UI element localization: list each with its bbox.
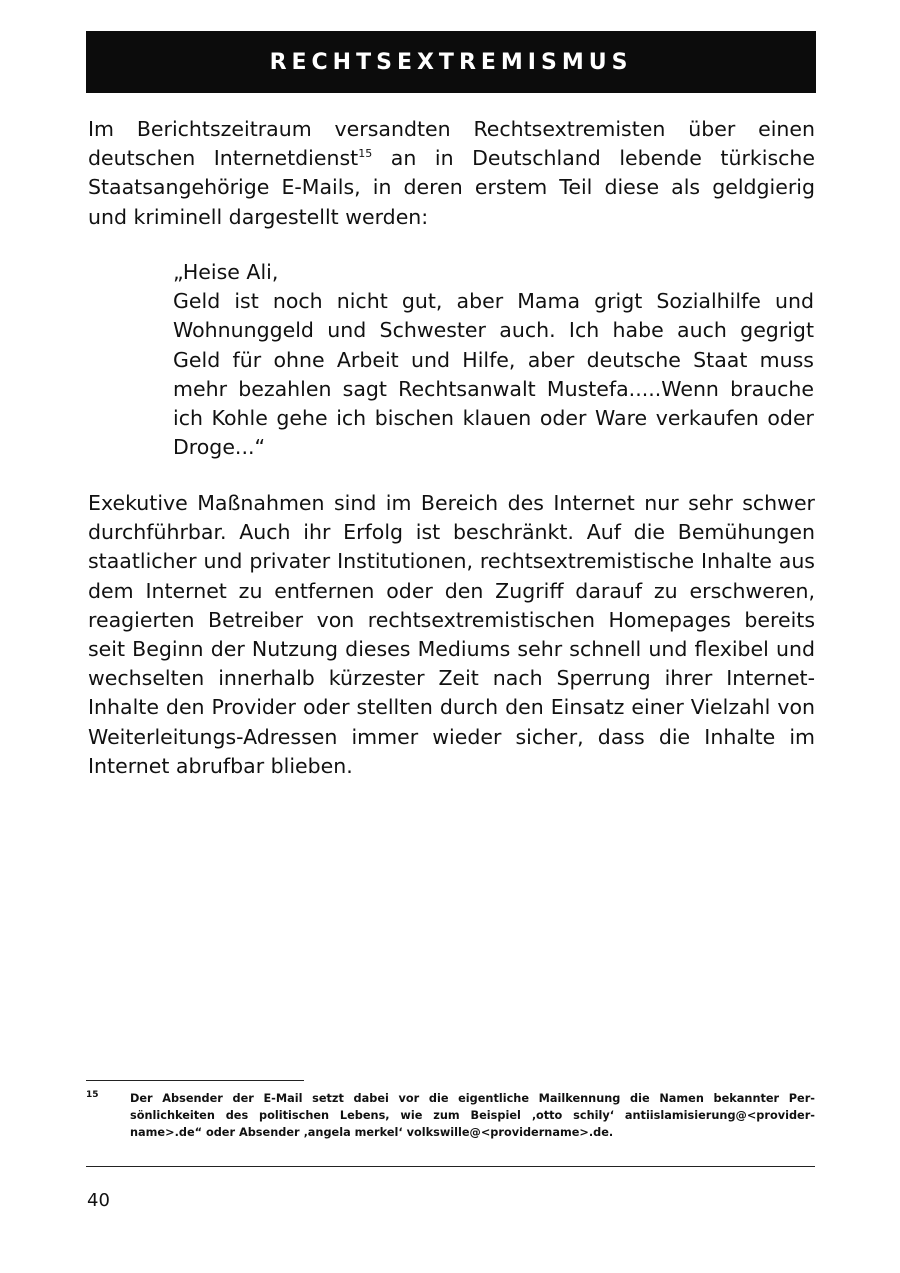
footer-rule bbox=[86, 1166, 815, 1167]
paragraph-1-text-start: Im Berichtszeitraum versandten Rechtsextremisten über einen deutschen Internetdienst bbox=[88, 117, 815, 171]
section-title: RECHTSEXTREMISMUS bbox=[269, 49, 633, 75]
quote-body: Geld ist noch nicht gut, aber Mama grigt Sozialhilfe und Wohnunggeld und Schwester auch. Ich habe auch gegrigt Geld für ohne Arbeit und Hilfe, aber deutsche Staat muss mehr bezahlen sagt Rechtsanwalt Mustefa.....Wenn brauche ich Kohle gehe ich bischen klauen oder Ware verkaufen oder Droge...“ bbox=[173, 289, 814, 460]
footnote-separator bbox=[86, 1080, 304, 1081]
body-paragraph-1 bbox=[88, 115, 815, 232]
footnote-text: Der Absender der E-Mail setzt dabei vor die eigentliche Mailkennung die Namen bekannter Persönlichkeiten des politischen Lebens, wie zum Beispiel ‚otto schily‘ antiislamisierung@<providername>.de“ oder Absender ‚angela merkel‘ volkswille@<providername>.de. bbox=[130, 1092, 815, 1139]
email-quote bbox=[173, 258, 814, 462]
section-header-bar bbox=[86, 31, 816, 93]
page-number: 40 bbox=[87, 1190, 110, 1211]
footnote-reference[interactable]: 15 bbox=[358, 147, 373, 161]
body-paragraph-2: Exekutive Maßnahmen sind im Bereich des Internet nur sehr schwer durchführbar. Auch ihr Erfolg ist beschränkt. Auf die Bemühungen staatlicher und privater Institutionen, rechtsextremistische Inhalte aus dem Internet zu entfernen oder den Zugriff darauf zu erschweren, reagierten Betreiber von rechtsextremistischen Homepages bereits seit Beginn der Nutzung dieses Mediums sehr schnell und flexibel und wechselten innerhalb kürzester Zeit nach Sperrung ihrer Internet-Inhalte den Provider oder stellten durch den Einsatz einer Vielzahl von Weiterleitungs-Adressen immer wieder sicher, dass die Inhalte im Internet abrufbar blieben. bbox=[88, 491, 815, 778]
footnote-marker: 15 bbox=[86, 1090, 99, 1100]
footnote bbox=[86, 1090, 815, 1141]
quote-salutation: „Heise Ali, bbox=[173, 260, 279, 284]
paragraph-1-text-end: an in Deutschland lebende türkische Staatsangehörige E-Mails, in deren erstem Teil diese als geldgierig und kriminell dargestellt werden: bbox=[88, 146, 816, 229]
